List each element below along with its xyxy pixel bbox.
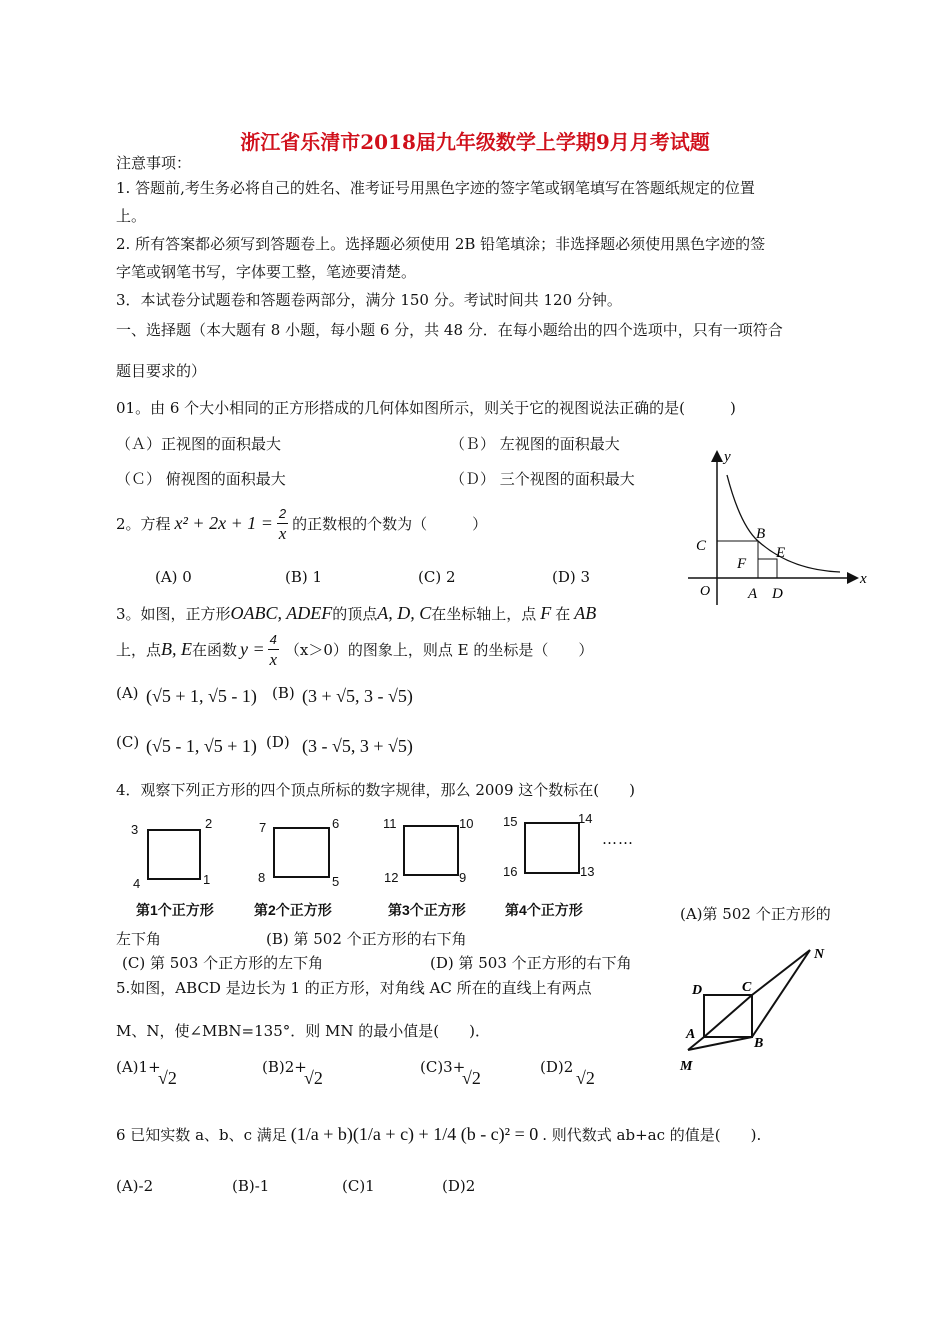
q6-option-b: (B)-1: [232, 1177, 270, 1195]
q4-sq1-tl: 3: [131, 822, 139, 837]
q4-option-a: (A)第 502 个正方形的: [680, 905, 831, 923]
square-adef: [758, 559, 777, 578]
q6-pre: 6 已知实数 a、b、c 满足: [116, 1126, 287, 1144]
q3-option-a-label: (A): [116, 684, 139, 702]
line-mb: [688, 1037, 752, 1050]
q3-line-1: [116, 603, 596, 624]
q3-vertices: A, D, C: [377, 603, 432, 623]
q4-option-b: (B) 第 502 个正方形的右下角: [266, 930, 467, 948]
q6-option-c: (C)1: [342, 1177, 375, 1195]
q3-text: （x＞0）的图象上，则点 E 的坐标是（ ）: [284, 641, 594, 659]
q2-equation-left: x² + 2x + 1 =: [174, 513, 273, 533]
q3-text: 在: [555, 605, 571, 623]
q4-sq1-tr: 2: [205, 816, 213, 831]
notice-line-3: 3．本试卷分试题卷和答题卷两部分，满分 150 分。考试时间共 120 分钟。: [116, 291, 622, 309]
q3-option-c-label: (C): [116, 733, 140, 751]
diagonal-ac: [704, 995, 752, 1037]
q4-sq3-tr: 10: [459, 816, 474, 831]
line-cn: [752, 950, 810, 995]
q2-option-c: (C) 2: [418, 568, 456, 586]
q3-option-b: (3 + √5, 3 - √5): [302, 686, 413, 706]
q3-text: 上，点: [116, 641, 162, 659]
q1-option-a: （Ａ）正视图的面积最大: [116, 435, 282, 453]
fig-label-c: C: [742, 980, 752, 995]
q3-text: 3。如图，正方形: [116, 605, 231, 623]
q4-sq2-tl: 7: [259, 820, 267, 835]
q2-pre: 2。方程: [116, 515, 171, 533]
q6-option-a: (A)-2: [116, 1177, 154, 1195]
q3-segment-ab: AB: [574, 603, 597, 623]
q4-ellipsis: ……: [602, 830, 634, 848]
q4-sq1-br: 1: [203, 872, 211, 887]
q1-stem: 01。由 6 个大小相同的正方形搭成的几何体如图所示，则关于它的视图说法正确的是( ): [116, 399, 736, 417]
q3-text: 在坐标轴上，点: [431, 605, 537, 623]
label-d: D: [772, 586, 783, 602]
page-title: 浙江省乐清市2018届九年级数学上学期9月月考试题: [240, 130, 710, 154]
q4-sq1-bl: 4: [133, 876, 141, 891]
q4-sq2-tr: 6: [332, 816, 340, 831]
q3-function: y =: [240, 639, 265, 659]
q3-squares: OABC, ADEF: [230, 603, 333, 623]
notice-line-1b: 上。: [116, 207, 147, 225]
q2-stem: [116, 504, 487, 543]
q5-figure: [672, 940, 842, 1080]
q3-point-f: F: [540, 603, 552, 623]
q2-frac-num: 2: [277, 504, 288, 524]
q4-sq3-br: 9: [459, 870, 467, 885]
label-y: y: [724, 449, 731, 465]
q5-line-1: 5.如图，ABCD 是边长为 1 的正方形，对角线 AC 所在的直线上有两点: [116, 979, 592, 997]
fig-label-n: N: [814, 947, 825, 962]
q3-text: 在函数: [192, 641, 238, 659]
q6-stem: [116, 1124, 761, 1145]
q2-fraction: [277, 504, 288, 543]
q4-sq2-bl: 8: [258, 870, 266, 885]
q3-graph: [680, 445, 870, 615]
section-heading: 一、选择题（本大题有 8 小题，每小题 6 分，共 48 分．在每小题给出的四个选项中，只有一项符合: [116, 321, 783, 339]
q5-option-d: (D)2: [540, 1058, 574, 1076]
q4-sq3-caption: 第3个正方形: [388, 902, 466, 918]
q1-option-c: （Ｃ） 俯视图的面积最大: [116, 470, 286, 488]
q3-text: 的顶点: [332, 605, 378, 623]
q3-option-d: (3 - √5, 3 + √5): [302, 736, 413, 756]
q4-sq4-tr: 14: [578, 811, 593, 826]
q3-line-2: [116, 630, 593, 669]
q2-option-b: (B) 1: [285, 568, 323, 586]
q4-square-1: [147, 829, 201, 880]
q2-frac-den: x: [278, 524, 287, 543]
q2-option-a: (A) 0: [155, 568, 192, 586]
q5-line-2: M、N，使∠MBN=135°．则 MN 的最小值是( )．: [116, 1022, 490, 1040]
q4-sq2-br: 5: [332, 874, 340, 889]
notice-heading: 注意事项：: [116, 154, 192, 172]
q4-sq3-bl: 12: [384, 870, 399, 885]
label-c: C: [696, 538, 707, 554]
label-f: F: [737, 556, 747, 572]
fig-label-m: M: [680, 1059, 693, 1074]
q5-option-d-root: √2: [576, 1068, 595, 1088]
notice-line-1a: 1. 答题前,考生务必将自己的姓名、准考证号用黑色字迹的签字笔或钢笔填写在答题纸规定的位置: [116, 179, 755, 197]
q3-frac-den: x: [269, 650, 278, 669]
q4-option-c: (C) 第 503 个正方形的左下角: [122, 954, 324, 972]
q1-option-b: （Ｂ） 左视图的面积最大: [450, 435, 620, 453]
q3-option-a: (√5 + 1, √5 - 1): [146, 686, 257, 706]
q4-sq4-br: 13: [580, 864, 595, 879]
q4-sq4-bl: 16: [503, 864, 518, 879]
section-heading-cont: 题目要求的）: [116, 362, 207, 380]
q4-square-4: [524, 822, 580, 874]
q6-option-d: (D)2: [442, 1177, 476, 1195]
fig-label-a: A: [686, 1027, 696, 1042]
q5-option-c: (C)3+: [420, 1058, 466, 1076]
q6-post: . 则代数式 ab+ac 的值是( ).: [542, 1126, 762, 1144]
q4-sq4-tl: 15: [503, 814, 518, 829]
q4-option-d: (D) 第 503 个正方形的右下角: [430, 954, 632, 972]
q5-option-b: (B)2+: [262, 1058, 307, 1076]
q4-stem: 4．观察下列正方形的四个顶点所标的数字规律，那么 2009 这个数标在( ): [116, 781, 635, 799]
fig-label-d: D: [692, 983, 703, 998]
q3-option-d-label: (D): [266, 733, 290, 751]
q5-option-c-root: √2: [462, 1068, 481, 1088]
label-x: x: [860, 571, 867, 587]
q4-sq1-caption: 第1个正方形: [136, 902, 214, 918]
q4-square-2: [273, 827, 330, 878]
q3-points: B, E: [161, 639, 193, 659]
label-e: E: [776, 545, 786, 561]
line-bn: [752, 950, 810, 1037]
q4-square-3: [403, 825, 459, 876]
q4-sq3-tl: 11: [383, 816, 397, 831]
label-b: B: [756, 526, 766, 542]
q4-sq2-caption: 第2个正方形: [254, 902, 332, 918]
q3-option-b-label: (B): [272, 684, 295, 702]
q5-option-b-root: √2: [304, 1068, 323, 1088]
q3-frac-num: 4: [268, 630, 279, 650]
q2-post: 的正数根的个数为（ ）: [292, 515, 488, 533]
notice-line-2a: 2. 所有答案都必须写到答题卷上。选择题必须使用 2B 铅笔填涂；非选择题必须使用黑色字迹的签: [116, 235, 766, 253]
q4-sq4-caption: 第4个正方形: [505, 902, 583, 918]
label-a: A: [748, 586, 758, 602]
q1-option-d: （Ｄ） 三个视图的面积最大: [450, 470, 635, 488]
label-o: O: [700, 584, 711, 599]
q3-option-c: (√5 - 1, √5 + 1): [146, 736, 257, 756]
q3-fraction: [268, 630, 279, 669]
q5-option-a: (A)1+: [116, 1058, 161, 1076]
q5-option-a-root: √2: [158, 1068, 177, 1088]
notice-line-2b: 字笔或钢笔书写，字体要工整，笔迹要清楚。: [116, 263, 417, 281]
q6-equation: (1/a + b)(1/a + c) + 1/4 (b - c)² = 0: [290, 1124, 539, 1144]
q2-option-d: (D) 3: [552, 568, 591, 586]
fig-label-b: B: [754, 1036, 764, 1051]
q4-option-a-cont: 左下角: [116, 930, 162, 948]
